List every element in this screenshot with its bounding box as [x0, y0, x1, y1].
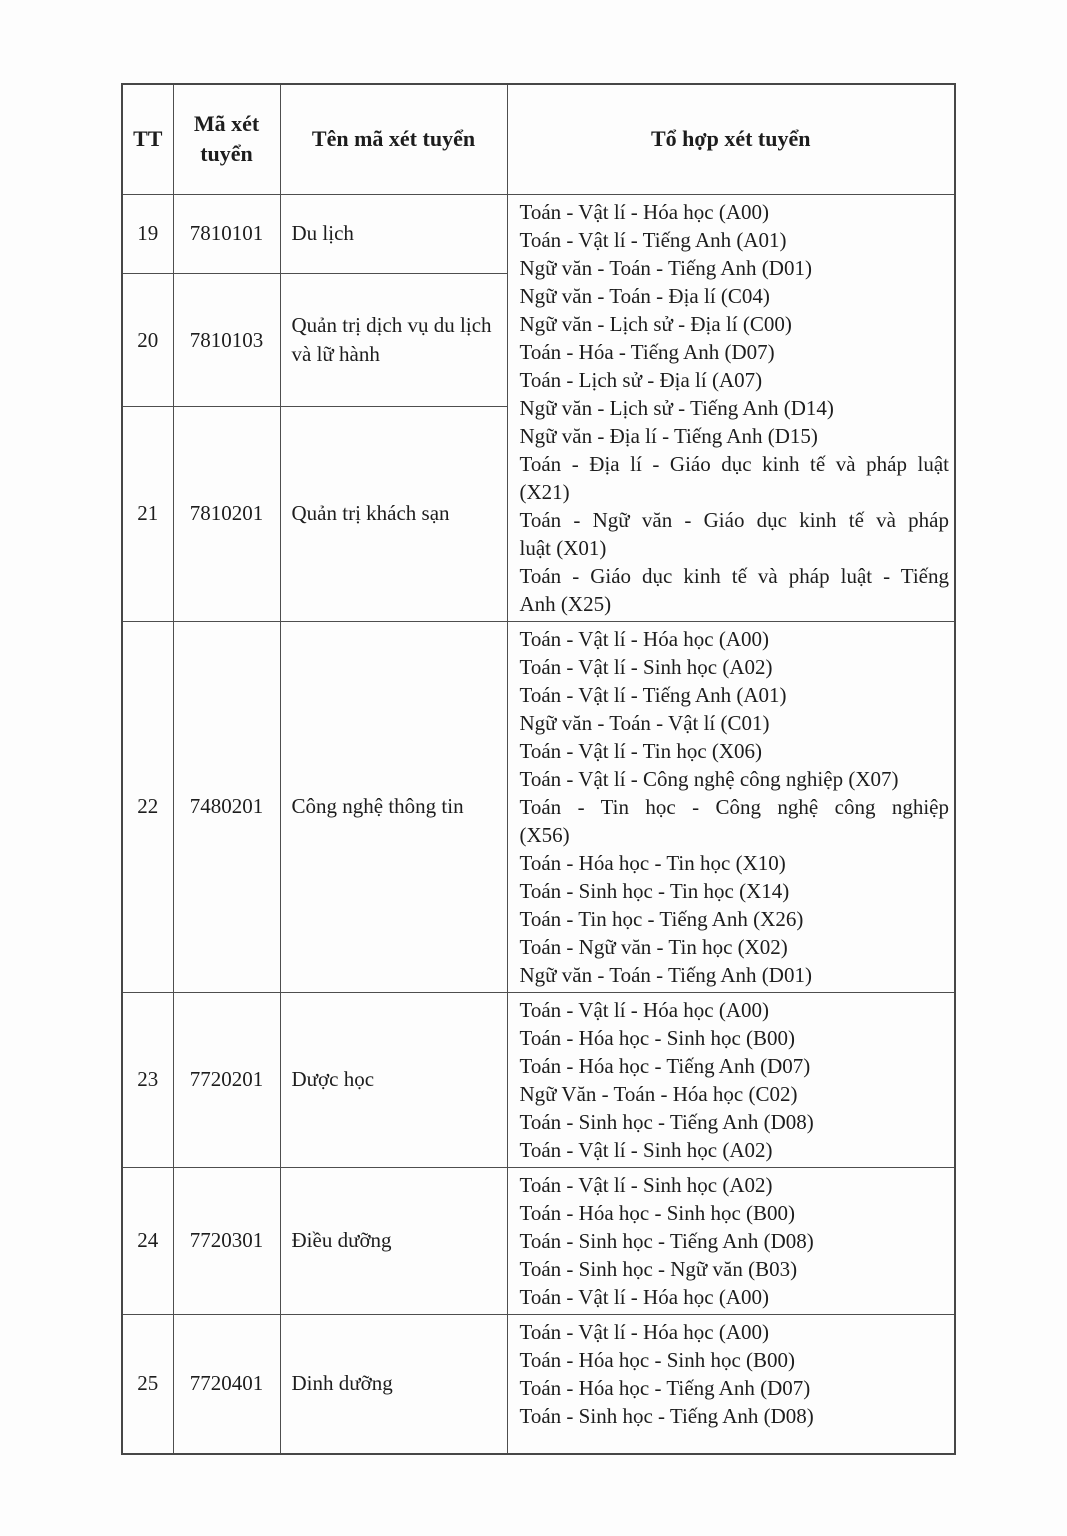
combo-line: Anh (X25) — [519, 591, 612, 616]
header-code: Mã xét tuyển — [173, 84, 280, 194]
combo-line: Toán - Ngữ văn - Tin học (X02) — [519, 934, 788, 959]
code-cell: 7810201 — [173, 406, 280, 621]
table-row — [122, 194, 955, 274]
combo-line: Toán - Vật lí - Hóa học (A00) — [519, 997, 769, 1022]
combo-line: Ngữ văn - Toán - Vật lí (C01) — [519, 710, 770, 735]
header-name: Tên mã xét tuyển — [280, 84, 507, 194]
combo-line: Toán - Hóa - Tiếng Anh (D07) — [519, 339, 775, 364]
combo-line: Ngữ văn - Lịch sử - Địa lí (C00) — [519, 311, 792, 336]
combo-line: Ngữ văn - Lịch sử - Tiếng Anh (D14) — [519, 395, 834, 420]
table-row — [122, 992, 955, 1167]
name-cell: Dược học — [280, 992, 507, 1167]
combo-line: Toán - Vật lí - Tiếng Anh (A01) — [519, 682, 787, 707]
code-cell: 7810103 — [173, 274, 280, 407]
row-number-cell: 24 — [122, 1167, 173, 1314]
combo-line: Toán - Tin học - Tiếng Anh (X26) — [519, 906, 804, 931]
combo-line: Toán - Sinh học - Tiếng Anh (D08) — [519, 1228, 814, 1253]
combo-line: Toán - Hóa học - Sinh học (B00) — [519, 1200, 796, 1225]
combo-line: Ngữ văn - Toán - Tiếng Anh (D01) — [519, 962, 812, 987]
combo-line: Toán - Ngữ văn - Giáo dục kinh tế và pháp — [519, 507, 949, 532]
code-cell: 7720201 — [173, 992, 280, 1167]
combo-line: Toán - Vật lí - Tiếng Anh (A01) — [519, 227, 787, 252]
row-number-cell: 22 — [122, 621, 173, 992]
combo-line: Toán - Giáo dục kinh tế và pháp luật - Tiếng — [519, 563, 949, 588]
code-cell: 7480201 — [173, 621, 280, 992]
combo-line: (X21) — [519, 479, 570, 504]
combo-line: Toán - Vật lí - Công nghệ công nghiệp (X07) — [519, 766, 899, 791]
combo-line: (X56) — [519, 822, 570, 847]
combo-line: Ngữ Văn - Toán - Hóa học (C02) — [519, 1081, 798, 1106]
name-cell: Công nghệ thông tin — [280, 621, 507, 992]
row-number-cell: 20 — [122, 274, 173, 407]
row-number-cell: 21 — [122, 406, 173, 621]
combo-line: Toán - Vật lí - Hóa học (A00) — [519, 1284, 769, 1309]
code-cell: 7810101 — [173, 194, 280, 274]
combo-line: Toán - Vật lí - Hóa học (A00) — [519, 199, 769, 224]
combo-line: Toán - Vật lí - Tin học (X06) — [519, 738, 763, 763]
combo-line: Toán - Hóa học - Tiếng Anh (D07) — [519, 1053, 811, 1078]
combo-line: Toán - Hóa học - Sinh học (B00) — [519, 1025, 796, 1050]
table-row — [122, 1167, 955, 1314]
combo-line: Toán - Sinh học - Tiếng Anh (D08) — [519, 1109, 814, 1134]
combo-line: Toán - Vật lí - Sinh học (A02) — [519, 1137, 773, 1162]
combo-line: Toán - Sinh học - Ngữ văn (B03) — [519, 1256, 798, 1281]
combo-line: Toán - Vật lí - Hóa học (A00) — [519, 626, 769, 651]
combo-line: Toán - Hóa học - Tin học (X10) — [519, 850, 786, 875]
combo-line: Toán - Hóa học - Sinh học (B00) — [519, 1347, 796, 1372]
combo-line: Toán - Địa lí - Giáo dục kinh tế và pháp luật — [519, 451, 949, 476]
combo-line: Toán - Vật lí - Hóa học (A00) — [519, 1319, 769, 1344]
name-cell: Quản trị dịch vụ du lịch và lữ hành — [280, 274, 507, 407]
combo-line: Toán - Vật lí - Sinh học (A02) — [519, 654, 773, 679]
table-row — [122, 1314, 955, 1454]
row-number-cell: 19 — [122, 194, 173, 274]
combo-line: Toán - Sinh học - Tiếng Anh (D08) — [519, 1403, 814, 1428]
combos-cell — [507, 194, 955, 621]
combos-cell — [507, 992, 955, 1167]
header-combos: Tổ hợp xét tuyển — [507, 84, 955, 194]
name-cell: Quản trị khách sạn — [280, 406, 507, 621]
combos-cell — [507, 621, 955, 992]
row-number-cell: 23 — [122, 992, 173, 1167]
code-cell: 7720401 — [173, 1314, 280, 1454]
combo-line: Toán - Tin học - Công nghệ công nghiệp — [519, 794, 949, 819]
combo-line: Toán - Sinh học - Tin học (X14) — [519, 878, 790, 903]
name-cell: Du lịch — [280, 194, 507, 274]
combo-line: Ngữ văn - Toán - Địa lí (C04) — [519, 283, 770, 308]
combo-line: Toán - Lịch sử - Địa lí (A07) — [519, 367, 763, 392]
combo-line: Ngữ văn - Địa lí - Tiếng Anh (D15) — [519, 423, 818, 448]
row-number-cell: 25 — [122, 1314, 173, 1454]
name-cell: Dinh dưỡng — [280, 1314, 507, 1454]
combos-cell — [507, 1167, 955, 1314]
header-tt: TT — [122, 84, 173, 194]
combo-line: luật (X01) — [519, 535, 607, 560]
admission-codes-table — [121, 83, 956, 1455]
name-cell: Điều dưỡng — [280, 1167, 507, 1314]
combos-cell — [507, 1314, 955, 1454]
code-cell: 7720301 — [173, 1167, 280, 1314]
table-header-row — [122, 84, 955, 194]
table-row — [122, 621, 955, 992]
combo-line: Toán - Hóa học - Tiếng Anh (D07) — [519, 1375, 811, 1400]
combo-line: Toán - Vật lí - Sinh học (A02) — [519, 1172, 773, 1197]
combo-line: Ngữ văn - Toán - Tiếng Anh (D01) — [519, 255, 812, 280]
